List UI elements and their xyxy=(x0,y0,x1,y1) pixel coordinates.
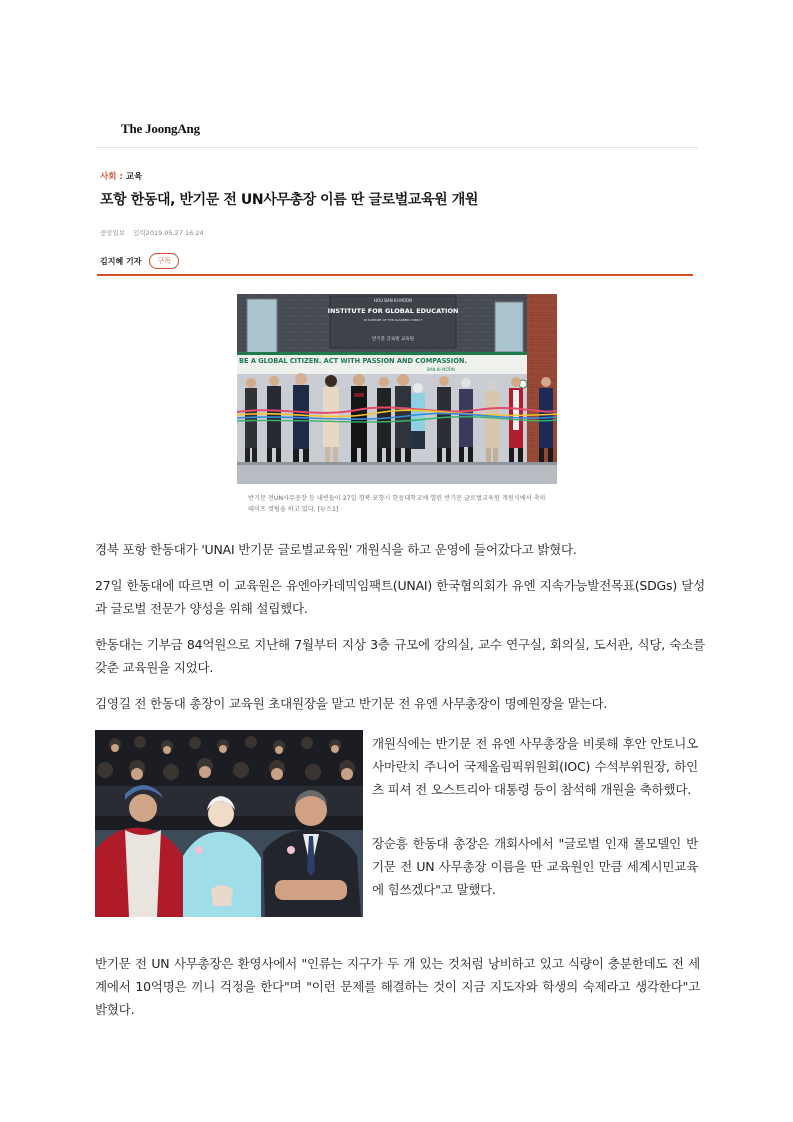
banner-text: BE A GLOBAL CITIZEN. ACT WITH PASSION AND COMPASSION. xyxy=(239,357,467,365)
article-source: 중앙일보 xyxy=(100,229,126,237)
breadcrumb-separator: : xyxy=(119,172,123,182)
banner-signature: BAN KI-MOON xyxy=(427,367,455,372)
site-logo[interactable]: The JoongAng xyxy=(121,121,200,136)
breadcrumb xyxy=(100,170,142,182)
byline xyxy=(100,253,179,269)
article-paragraph: 장순흥 한동대 총장은 개회사에서 "글로벌 인재 롤모델인 반기문 전 UN 사무총장 이름을 딴 교육원인 만큼 세계시민교육에 힘쓰겠다"고 말했다. xyxy=(372,836,698,897)
sign-korean-text: 반기문 글로벌 교육원 xyxy=(372,337,414,342)
sign-main-text: INSTITUTE FOR GLOBAL EDUCATION xyxy=(327,307,459,315)
article-title: 포항 한동대, 반기문 전 UN사무총장 이름 딴 글로벌교육원 개원 xyxy=(100,192,478,208)
header-divider xyxy=(95,147,698,148)
photo-caption: 반기문 전UN사무총장 등 내빈들이 27일 경북 포항시 한동대학교에 열린 반기문 글로벌교육원 개원식에서 축하 테이프 컷팅을 하고 있다. [뉴스1] xyxy=(248,495,546,513)
article-paragraph: 개원식에는 반기문 전 유엔 사무총장을 비롯해 후안 안토니오 사마란치 주니어 국제올림픽위원회(IOC) 수석부위원장, 하인츠 피셔 전 오스트리아 대통령 등이 참석해 개원을 축하했다. xyxy=(372,736,698,797)
article-paragraph: 한동대는 기부금 84억원으로 지난해 7월부터 지상 3층 규모에 강의실, 교수 연구실, 회의실, 도서관, 식당, 숙소를 갖춘 교육원을 지었다. xyxy=(95,637,705,675)
reporter-name[interactable]: 김지혜 기자 xyxy=(100,256,142,266)
breadcrumb-subsection[interactable]: 교육 xyxy=(125,172,143,182)
breadcrumb-section[interactable]: 사회 xyxy=(100,172,117,182)
subscribe-button[interactable]: 구독 xyxy=(149,253,179,269)
sign-top-text: HOU BAN KI-MOON xyxy=(373,298,413,303)
article-published: 입력2019.05.27 16:24 xyxy=(133,229,204,237)
article-photo-ribbon-cutting xyxy=(237,294,557,484)
byline-divider xyxy=(97,274,693,276)
article-paragraph: 27일 한동대에 따르면 이 교육원은 유엔아카데믹임팩트(UNAI) 한국협의회가 유엔 지속가능발전목표(SDGs) 달성과 글로벌 전문가 양성을 위해 설립했다. xyxy=(95,578,705,616)
article-photo-audience xyxy=(95,730,363,917)
article-paragraph: 반기문 전 UN 사무총장은 환영사에서 "인류는 지구가 두 개 있는 것처럼 낭비하고 있고 식량이 충분한데도 전 세계에서 10억명은 끼니 걱정을 한다"며 "이런 문제를 해결하는 것이 지금 지도자와 학생의 숙제라고 생각한다"고 밝혔다. xyxy=(95,956,700,1017)
sign-sub-text: IN SUPPORT OF THE ACADEMIC IMPACT xyxy=(363,318,423,322)
article-meta xyxy=(100,228,212,237)
article-paragraph: 경북 포항 한동대가 'UNAI 반기문 글로벌교육원' 개원식을 하고 운영에 들어갔다고 밝혔다. xyxy=(95,542,577,557)
article-paragraph: 김영길 전 한동대 총장이 교육원 초대원장을 맡고 반기문 전 유엔 사무총장이 명예원장을 맡는다. xyxy=(95,696,608,711)
